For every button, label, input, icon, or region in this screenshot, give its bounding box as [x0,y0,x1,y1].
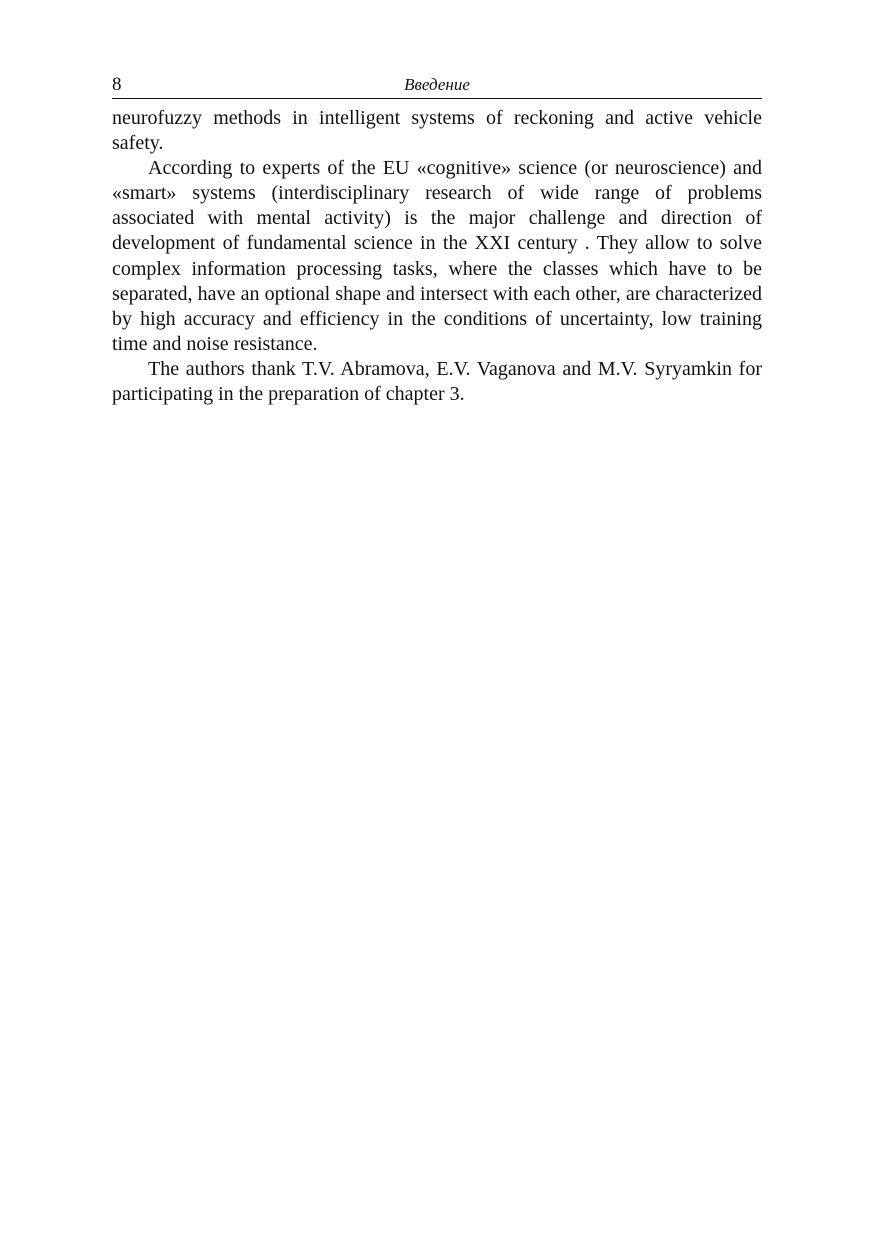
paragraph-acknowledgements: The authors thank T.V. Abramova, E.V. Vaganova and M.V. Syryamkin for participating in the preparation of chapter 3. [112,357,762,406]
running-header [112,70,762,99]
paragraph-cognitive-science: According to experts of the EU «cognitive» science (or neuroscience) and «smart» systems (interdisciplinary research of wide range of problems associated with mental activity) is the major challenge and direction of development of fundamental science in the XXI century . They allow to solve complex information processing tasks, where the classes which have to be separated, have an optional shape and intersect with each other, are characterized by high accuracy and efficiency in the conditions of uncertainty, low training time and noise resistance. [112,157,762,355]
paragraph-continuation: neurofuzzy methods in intelligent systems of reckoning and active vehicle safety. [112,107,762,155]
book-page [112,70,762,407]
section-title: Введение [404,75,470,94]
body-text [112,106,762,407]
page-number: 8 [112,74,122,95]
